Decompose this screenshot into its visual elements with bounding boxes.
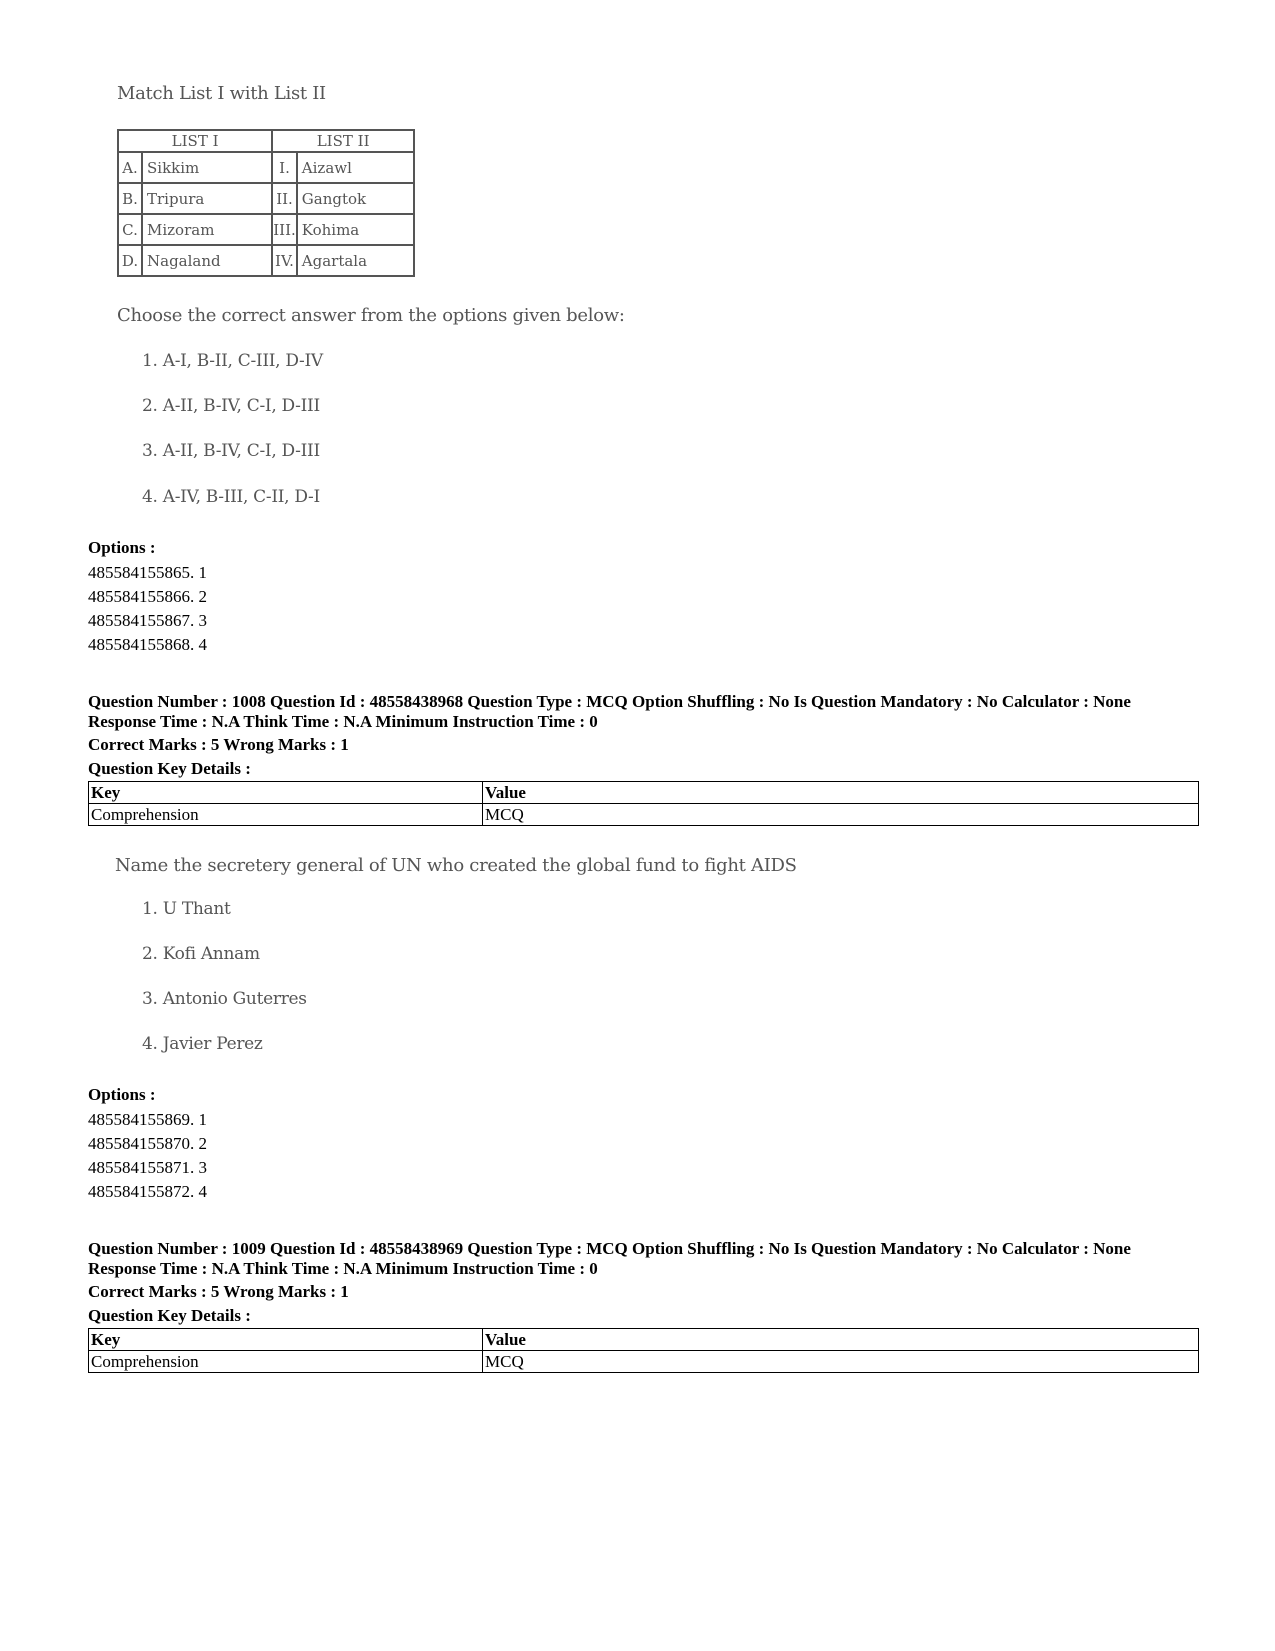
- options-list: [88, 561, 207, 657]
- list-two-value: Aizawl: [297, 152, 414, 183]
- option-item: 485584155871. 3: [88, 1158, 207, 1177]
- options-heading: Options :: [88, 538, 156, 557]
- question-meta: [88, 1239, 1228, 1279]
- match-row: [118, 245, 414, 276]
- match-row: [118, 214, 414, 245]
- list-two-label: III.: [272, 214, 297, 245]
- list-two-value: Gangtok: [297, 183, 414, 214]
- answer-choice: 3. A-II, B-IV, C-I, D-III: [142, 441, 320, 461]
- question-prompt: Name the secretery general of UN who created the global fund to fight AIDS: [115, 855, 797, 876]
- list-two-value: Kohima: [297, 214, 414, 245]
- key-header: Key: [89, 782, 483, 804]
- list-one-label: A.: [118, 152, 142, 183]
- key-cell: Comprehension: [89, 1351, 483, 1373]
- question-meta-line: Response Time : N.A Think Time : N.A Minimum Instruction Time : 0: [88, 1259, 598, 1278]
- question-meta-line: Response Time : N.A Think Time : N.A Minimum Instruction Time : 0: [88, 712, 598, 731]
- option-item: 485584155867. 3: [88, 611, 207, 630]
- list-two-label: II.: [272, 183, 297, 214]
- key-details-heading: Question Key Details :: [88, 1306, 251, 1325]
- option-item: 485584155865. 1: [88, 563, 207, 582]
- answer-choice: 3. Antonio Guterres: [142, 989, 307, 1009]
- question-meta-line: Question Number : 1009 Question Id : 48558438969 Question Type : MCQ Option Shuffling : No Is Question Mandatory : No Calculator : None: [88, 1239, 1131, 1258]
- value-header: Value: [483, 782, 1199, 804]
- answer-choice: 2. Kofi Annam: [142, 944, 260, 964]
- question-meta: [88, 692, 1228, 732]
- value-header: Value: [483, 1329, 1199, 1351]
- list-two-value: Agartala: [297, 245, 414, 276]
- option-item: 485584155870. 2: [88, 1134, 207, 1153]
- option-item: 485584155872. 4: [88, 1182, 207, 1201]
- option-item: 485584155869. 1: [88, 1110, 207, 1129]
- answer-choice: 2. A-II, B-IV, C-I, D-III: [142, 396, 320, 416]
- option-item: 485584155866. 2: [88, 587, 207, 606]
- answer-choice: 4. Javier Perez: [142, 1034, 263, 1054]
- options-heading: Options :: [88, 1085, 156, 1104]
- list-one-header: LIST I: [118, 130, 272, 152]
- marks-line: Correct Marks : 5 Wrong Marks : 1: [88, 735, 349, 754]
- key-header: Key: [89, 1329, 483, 1351]
- choose-instruction: Choose the correct answer from the options given below:: [117, 305, 625, 326]
- answer-choice: 1. A-I, B-II, C-III, D-IV: [142, 351, 323, 371]
- answer-choice: 4. A-IV, B-III, C-II, D-I: [142, 487, 320, 507]
- marks-line: Correct Marks : 5 Wrong Marks : 1: [88, 1282, 349, 1301]
- list-one-value: Nagaland: [142, 245, 272, 276]
- options-list: [88, 1108, 207, 1204]
- list-one-value: Sikkim: [142, 152, 272, 183]
- answer-choice: 1. U Thant: [142, 899, 231, 919]
- option-item: 485584155868. 4: [88, 635, 207, 654]
- value-cell: MCQ: [483, 1351, 1199, 1373]
- list-one-label: C.: [118, 214, 142, 245]
- key-details-heading: Question Key Details :: [88, 759, 251, 778]
- value-cell: MCQ: [483, 804, 1199, 826]
- match-table: [117, 129, 415, 277]
- key-details-table: [88, 1328, 1199, 1373]
- key-details-table: [88, 781, 1199, 826]
- key-cell: Comprehension: [89, 804, 483, 826]
- match-list-prompt: Match List I with List II: [117, 83, 326, 104]
- list-one-label: B.: [118, 183, 142, 214]
- list-two-label: IV.: [272, 245, 297, 276]
- list-one-value: Tripura: [142, 183, 272, 214]
- list-one-value: Mizoram: [142, 214, 272, 245]
- list-two-label: I.: [272, 152, 297, 183]
- list-two-header: LIST II: [272, 130, 414, 152]
- question-meta-line: Question Number : 1008 Question Id : 48558438968 Question Type : MCQ Option Shuffling : No Is Question Mandatory : No Calculator : None: [88, 692, 1131, 711]
- list-one-label: D.: [118, 245, 142, 276]
- match-row: [118, 183, 414, 214]
- match-row: [118, 152, 414, 183]
